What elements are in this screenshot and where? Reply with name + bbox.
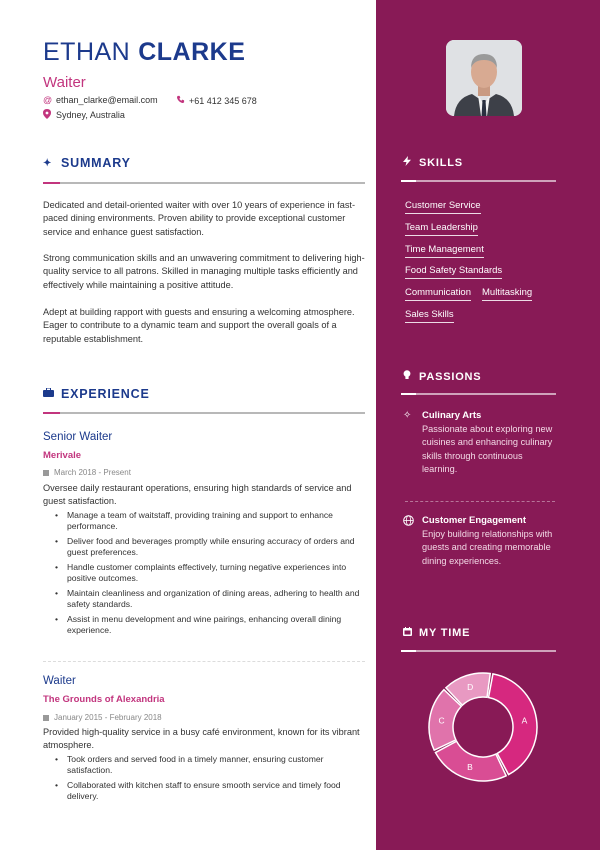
at-icon: @ xyxy=(43,95,53,105)
my-time-heading xyxy=(403,627,470,639)
last-name: CLARKE xyxy=(138,38,246,66)
experience-rule xyxy=(43,412,365,414)
phone-contact xyxy=(176,95,257,106)
job-2-description: Provided high-quality service in a busy café environment, known for its vibrant atmosphere. xyxy=(43,727,360,750)
summary-paragraph-2: Strong communication skills and an unwavering commitment to delivering high-quality service to all patrons. Skilled in managing multiple tasks efficiently and effectively while maintaining a positive attitude. xyxy=(43,253,365,290)
skills-heading xyxy=(403,156,463,169)
passion-2-description: Enjoy building relationships with guests and creating memorable dining experiences. xyxy=(422,529,553,566)
lightbulb-icon xyxy=(403,370,419,383)
job-2-bullets xyxy=(55,754,365,806)
skills-heading-text: SKILLS xyxy=(419,156,463,169)
summary-paragraph-3: Adept at building rapport with guests and ensuring a welcoming atmosphere. Eager to contribute to a dynamic team and support the overall goals of a reputable establishment. xyxy=(43,307,355,344)
summary-rule xyxy=(43,182,365,184)
skill-tag: Time Management xyxy=(405,244,484,258)
donut-label-a: A xyxy=(521,715,528,726)
passion-2-title: Customer Engagement xyxy=(422,515,526,526)
job-2-bullet: • Collaborated with kitchen staff to ensure smooth service and timely food delivery. xyxy=(55,780,365,802)
donut-label-c: C xyxy=(438,715,445,726)
job-1-bullets xyxy=(55,510,365,640)
first-name: ETHAN xyxy=(43,38,131,66)
job-2-bullet: • Took orders and served food in a timely manner, ensuring customer satisfaction. xyxy=(55,754,365,776)
summary-heading xyxy=(43,156,131,170)
job-1-bullet: • Maintain cleanliness and organization of dining areas, adhering to health and safety standards. xyxy=(55,588,365,610)
phone-text: +61 412 345 678 xyxy=(189,95,257,106)
job-1-bullet: • Deliver food and beverages promptly while ensuring accuracy of orders and guest preferences. xyxy=(55,536,365,558)
experience-heading xyxy=(43,387,150,401)
job-1-dates-text: March 2018 - Present xyxy=(54,468,131,477)
job-1-description: Oversee daily restaurant operations, ensuring high standards of service and guest satisfaction. xyxy=(43,483,352,506)
my-time-donut-chart xyxy=(428,672,538,782)
skills-rule xyxy=(401,180,556,182)
job-1-company: Merivale xyxy=(43,450,82,461)
skill-tag: Food Safety Standards xyxy=(405,265,502,279)
candidate-name xyxy=(43,38,245,67)
summary-paragraph-1: Dedicated and detail-oriented waiter with over 10 years of experience in fast-paced dining environments. Proven ability to provide exceptional customer service and enhance guest satisfaction. xyxy=(43,200,356,237)
donut-label-b: B xyxy=(467,761,473,772)
experience-heading-text: EXPERIENCE xyxy=(61,387,150,401)
email-text: ethan_clarke@email.com xyxy=(56,95,158,105)
location-contact xyxy=(43,109,125,121)
globe-icon xyxy=(403,515,414,529)
passion-1-description: Passionate about exploring new cuisines and enhancing culinary skills through continuous learning. xyxy=(422,424,553,474)
skill-tag: Customer Service xyxy=(405,200,481,214)
sparkle-icon: ✦ xyxy=(43,157,53,169)
job-2-dates xyxy=(43,713,162,722)
rule-accent xyxy=(401,393,416,395)
my-time-heading-text: MY TIME xyxy=(419,627,471,639)
rule-accent xyxy=(43,182,60,184)
job-1-bullet: • Assist in menu development and wine pairings, enhancing overall dining experience. xyxy=(55,614,365,636)
skill-tag: Communication xyxy=(405,287,471,301)
profile-photo xyxy=(446,40,522,116)
rule-accent xyxy=(401,650,416,652)
passions-heading xyxy=(403,370,481,383)
job-2-company: The Grounds of Alexandria xyxy=(43,694,165,705)
job-1-title: Senior Waiter xyxy=(43,431,113,443)
skill-tag: Team Leadership xyxy=(405,222,478,236)
calendar-icon xyxy=(403,627,419,639)
job-1-bullet: • Manage a team of waitstaff, providing training and support to enhance performance. xyxy=(55,510,365,532)
lightning-icon xyxy=(403,156,419,169)
my-time-rule xyxy=(401,650,556,652)
job-divider xyxy=(43,661,365,662)
calendar-icon xyxy=(43,715,49,721)
donut-label-d: D xyxy=(467,682,474,693)
sparkle-icon: ✧ xyxy=(403,410,412,421)
briefcase-icon xyxy=(43,388,61,400)
skill-tag: Multitasking xyxy=(482,287,532,301)
job-2-dates-text: January 2015 - February 2018 xyxy=(54,713,162,722)
location-pin-icon xyxy=(43,109,56,121)
email-contact xyxy=(43,95,158,105)
job-title: Waiter xyxy=(43,74,86,91)
rule-accent xyxy=(43,412,60,414)
passion-1-title: Culinary Arts xyxy=(422,410,482,421)
job-1-dates xyxy=(43,468,131,477)
calendar-icon xyxy=(43,470,49,476)
passions-heading-text: PASSIONS xyxy=(419,370,482,383)
passions-rule xyxy=(401,393,556,395)
passion-divider xyxy=(405,501,555,502)
summary-heading-text: SUMMARY xyxy=(61,156,131,170)
rule-accent xyxy=(401,180,416,182)
job-2-title: Waiter xyxy=(43,675,76,687)
location-text: Sydney, Australia xyxy=(56,110,125,120)
skill-tag: Sales Skills xyxy=(405,309,454,323)
phone-icon xyxy=(176,95,189,106)
job-1-bullet: • Handle customer complaints effectively, turning negative experiences into positive outcomes. xyxy=(55,562,365,584)
